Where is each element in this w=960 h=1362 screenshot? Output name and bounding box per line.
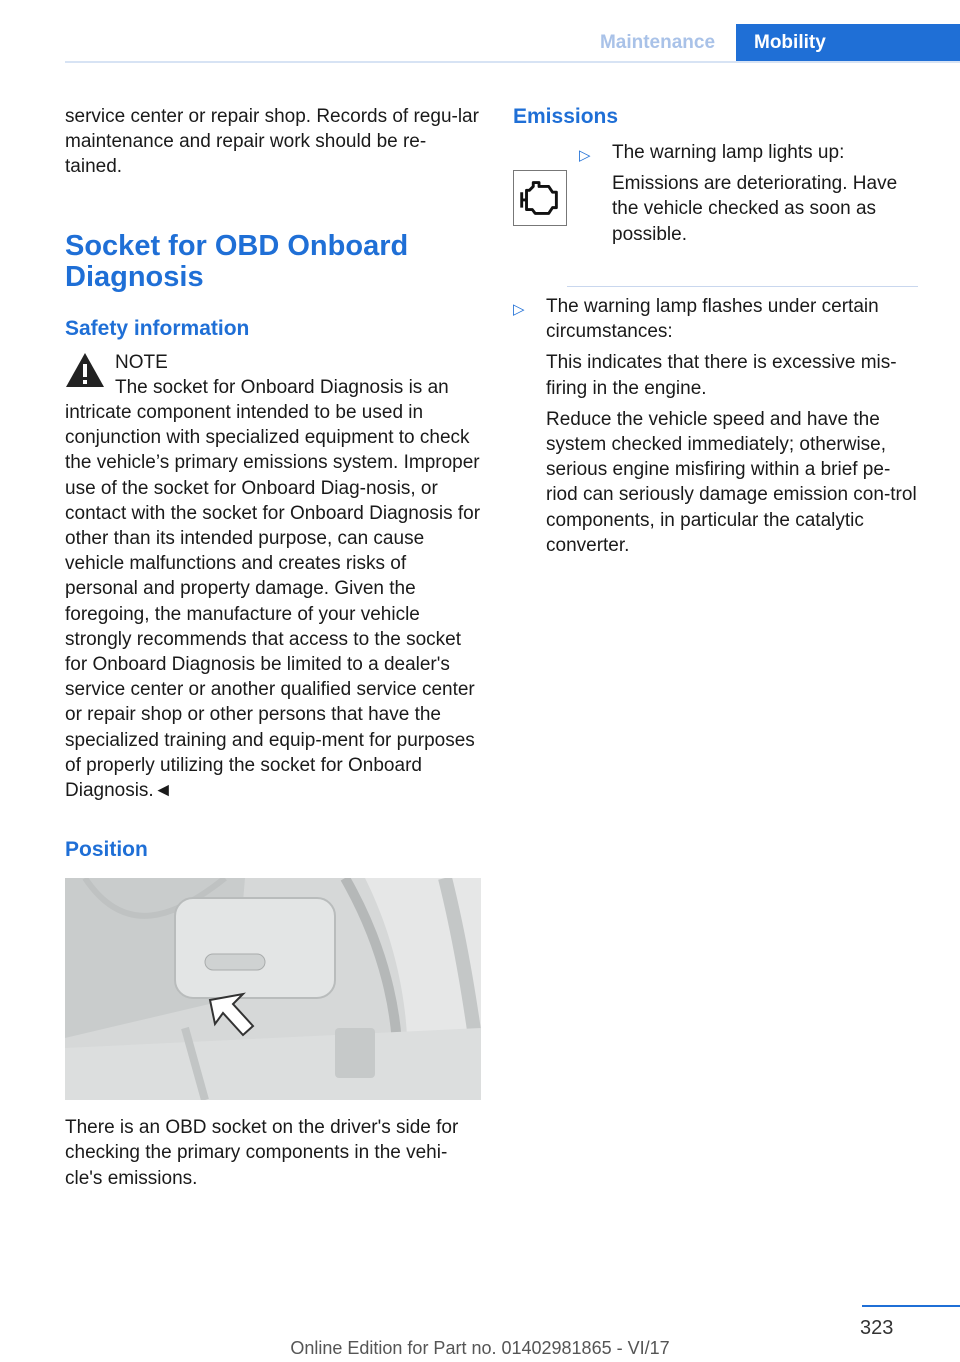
tab-mobility[interactable]: Mobility <box>736 24 960 61</box>
footer-edition: Online Edition for Part no. 01402981865 - VI/17 <box>290 1338 670 1358</box>
list-item <box>513 140 918 270</box>
note-body: intricate component intended to be used in conjunction with specialized equipment to check the vehicle’s primary emissions system. Improper use of the socket for Onboard Diag‐nosis, or contact with the socket for Onboard Diagnosis for other than its intended purpose, can cause vehicle malfunctions and creates risks of personal and property damage. Given the foregoing, the manufacture of your vehicle strongly recommends that access to the socket for Onboard Diagnosis be limited to a dealer's service center or another qualified service center or repair shop or other persons that have the specialized training and equip‐ment for purposes of properly utilizing the socket for Onboard Diagnosis.◄ <box>65 402 481 802</box>
page-number-rule <box>862 1305 960 1307</box>
header-rule <box>65 61 960 63</box>
note-block <box>65 350 481 804</box>
note-first-line: The socket for Onboard Diagnosis is an <box>115 376 449 398</box>
photo-caption: There is an OBD socket on the driver's side for checking the primary components in the vehi‐cle's emissions. <box>65 1117 459 1189</box>
safety-heading: Safety information <box>65 316 250 340</box>
tab-maintenance[interactable]: Maintenance <box>599 31 716 53</box>
check-engine-lamp-icon <box>513 170 567 226</box>
note-label: NOTE <box>115 351 168 373</box>
page-number: 323 <box>860 1317 894 1339</box>
item2-text2: Reduce the vehicle speed and have the system checked immediately; otherwise, serious engine misfiring within a brief pe‐riod can seriously damage emission con‐trol components, in particular the catalytic converter. <box>546 408 917 556</box>
section-title-line1: Socket for OBD Onboard <box>65 229 409 262</box>
right-column <box>513 104 918 558</box>
item1-title: The warning lamp lights up: <box>612 142 845 163</box>
warning-triangle-icon <box>65 352 105 388</box>
triangle-bullet-icon: ▷ <box>579 147 591 164</box>
item2-title: The warning lamp flashes under certain circumstances: <box>546 296 879 343</box>
list-item-text <box>612 140 918 247</box>
triangle-bullet-icon: ▷ <box>513 301 525 318</box>
section-title-line2: Diagnosis <box>65 260 204 293</box>
left-column <box>65 104 481 1191</box>
emissions-heading: Emissions <box>513 105 619 128</box>
position-heading: Position <box>65 838 148 862</box>
list-item <box>513 294 918 558</box>
divider <box>567 286 918 287</box>
section-title <box>65 231 481 293</box>
item2-text1: This indicates that there is excessive mis‐firing in the engine. <box>546 352 897 399</box>
header-tabs <box>579 24 960 61</box>
intro-paragraph: service center or repair shop. Records of regu‐lar maintenance and repair work should be re‐tained. <box>65 106 479 178</box>
obd-position-photo <box>65 878 481 1100</box>
item1-text: Emissions are deteriorating. Have the vehicle checked as soon as possible. <box>612 173 898 245</box>
